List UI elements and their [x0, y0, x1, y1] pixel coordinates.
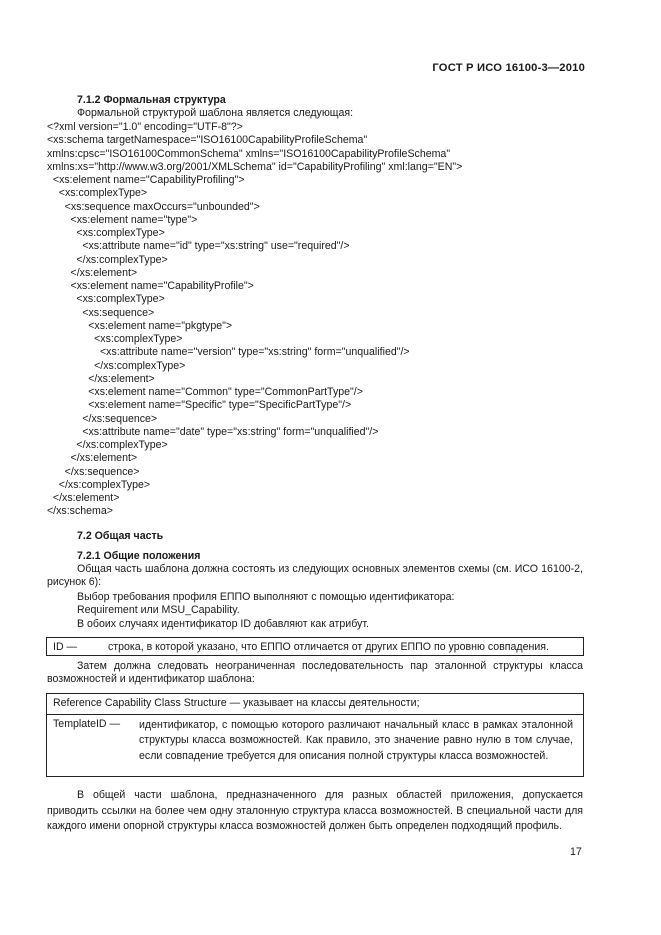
xml-line: </xs:schema>: [47, 505, 113, 518]
xml-line: <xs:attribute name="id" type="xs:string" use="required"/>: [47, 240, 350, 253]
xml-line: <xs:complexType>: [47, 333, 183, 345]
xml-line: <xs:element name="Specific" type="SpecificPartType"/>: [47, 399, 352, 412]
xml-line: </xs:complexType>: [47, 359, 186, 372]
section-72-heading: 7.2 Общая часть: [77, 530, 164, 542]
xml-line: <xs:element name="pkgtype">: [47, 319, 233, 332]
xml-line: </xs:complexType>: [47, 439, 168, 451]
section-721-para4: В обоих случаях идентификатор ID добавляют как атрибут.: [77, 618, 369, 630]
xml-line: <xs:sequence>: [47, 306, 155, 319]
xml-line: <xs:complexType>: [47, 293, 165, 306]
xml-line: </xs:complexType>: [47, 253, 168, 266]
xml-line: <xs:sequence maxOccurs="unbounded">: [47, 200, 260, 213]
xml-line: </xs:sequence>: [47, 465, 140, 478]
section-712-heading: 7.1.2 Формальная структура: [77, 94, 226, 106]
reference-class-structure-text: Reference Capability Class Structure — указывает на классы деятельности;: [53, 697, 420, 709]
id-definition-box: [46, 637, 584, 656]
xml-line: </xs:element>: [47, 266, 138, 279]
xml-line: xmlns:cpsc="ISO16100CommonSchema" xmlns="ISO16100CapabilityProfileSchema": [47, 147, 451, 160]
page-number: 17: [570, 846, 582, 858]
xml-line: </xs:element>: [47, 372, 155, 385]
template-id-definition: идентификатор, с помощью которого различают начальный класс в рамках эталонной структуры класса возможностей. Как правило, это значение равно нулю в том случае, если совпадение требуется для описания полной структуры класса возможностей.: [139, 719, 573, 762]
section-712-intro: Формальной структурой шаблона является следующая:: [77, 107, 354, 119]
xml-line: </xs:element>: [47, 452, 138, 465]
xml-line: <xs:complexType>: [47, 227, 165, 239]
section-721-para1: Общая часть шаблона должна состоять из следующих основных элементов схемы (см. ИСО 16100-2, рисунок 6):: [47, 563, 583, 589]
xml-line: <xs:element name="type">: [47, 213, 198, 226]
xml-line: <xs:attribute name="date" type="xs:string" form="unqualified"/>: [47, 425, 379, 438]
xml-line: <xs:element name="CapabilityProfiling">: [47, 174, 245, 186]
xml-line: <xs:attribute name="version" type="xs:string" form="unqualified"/>: [47, 346, 410, 359]
xml-line: <xs:schema targetNamespace="ISO16100CapabilityProfileSchema": [47, 134, 368, 147]
xml-line: xmlns:xs="http://www.w3.org/2001/XMLSchema" id="CapabilityProfiling" xml:lang="EN">: [47, 160, 463, 173]
standard-header: ГОСТ Р ИСО 16100-3—2010: [432, 62, 585, 74]
id-term: ID —: [53, 641, 78, 653]
sequence-paragraph: Затем должна следовать неограниченная последовательность пар эталонной структуры класса возможностей и идентификатор шаблона:: [47, 660, 583, 686]
section-721-para3: Requirement или MSU_Capability.: [77, 604, 240, 616]
reference-row: [47, 694, 583, 715]
section-721-heading: 7.2.1 Общие положения: [77, 550, 201, 562]
xml-line: <?xml version="1.0" encoding="UTF-8"?>: [47, 121, 243, 133]
xml-line: <xs:element name="CapabilityProfile">: [47, 280, 254, 292]
template-id-term: TemplateID —: [53, 718, 121, 730]
section-721-para2: Выбор требования профиля ЕППО выполняют с помощью идентификатора:: [77, 591, 455, 603]
xml-line: </xs:sequence>: [47, 412, 158, 425]
xml-line: <xs:complexType>: [47, 187, 148, 200]
id-definition: строка, в которой указано, что ЕППО отличается от других ЕППО по уровню совпадения.: [108, 641, 549, 653]
reference-definition-box: [46, 693, 584, 777]
final-paragraph: В общей части шаблона, предназначенного для разных областей приложения, допускается приводить ссылки на более чем одну эталонную структура класса возможностей. В специальной части для каждого имени опорной структуры класса возможностей должен быть определен подходящий профиль.: [47, 789, 583, 832]
xml-line: </xs:element>: [47, 492, 120, 504]
xml-line: <xs:element name="Common" type="CommonPartType"/>: [47, 386, 363, 398]
xml-line: </xs:complexType>: [47, 478, 151, 491]
